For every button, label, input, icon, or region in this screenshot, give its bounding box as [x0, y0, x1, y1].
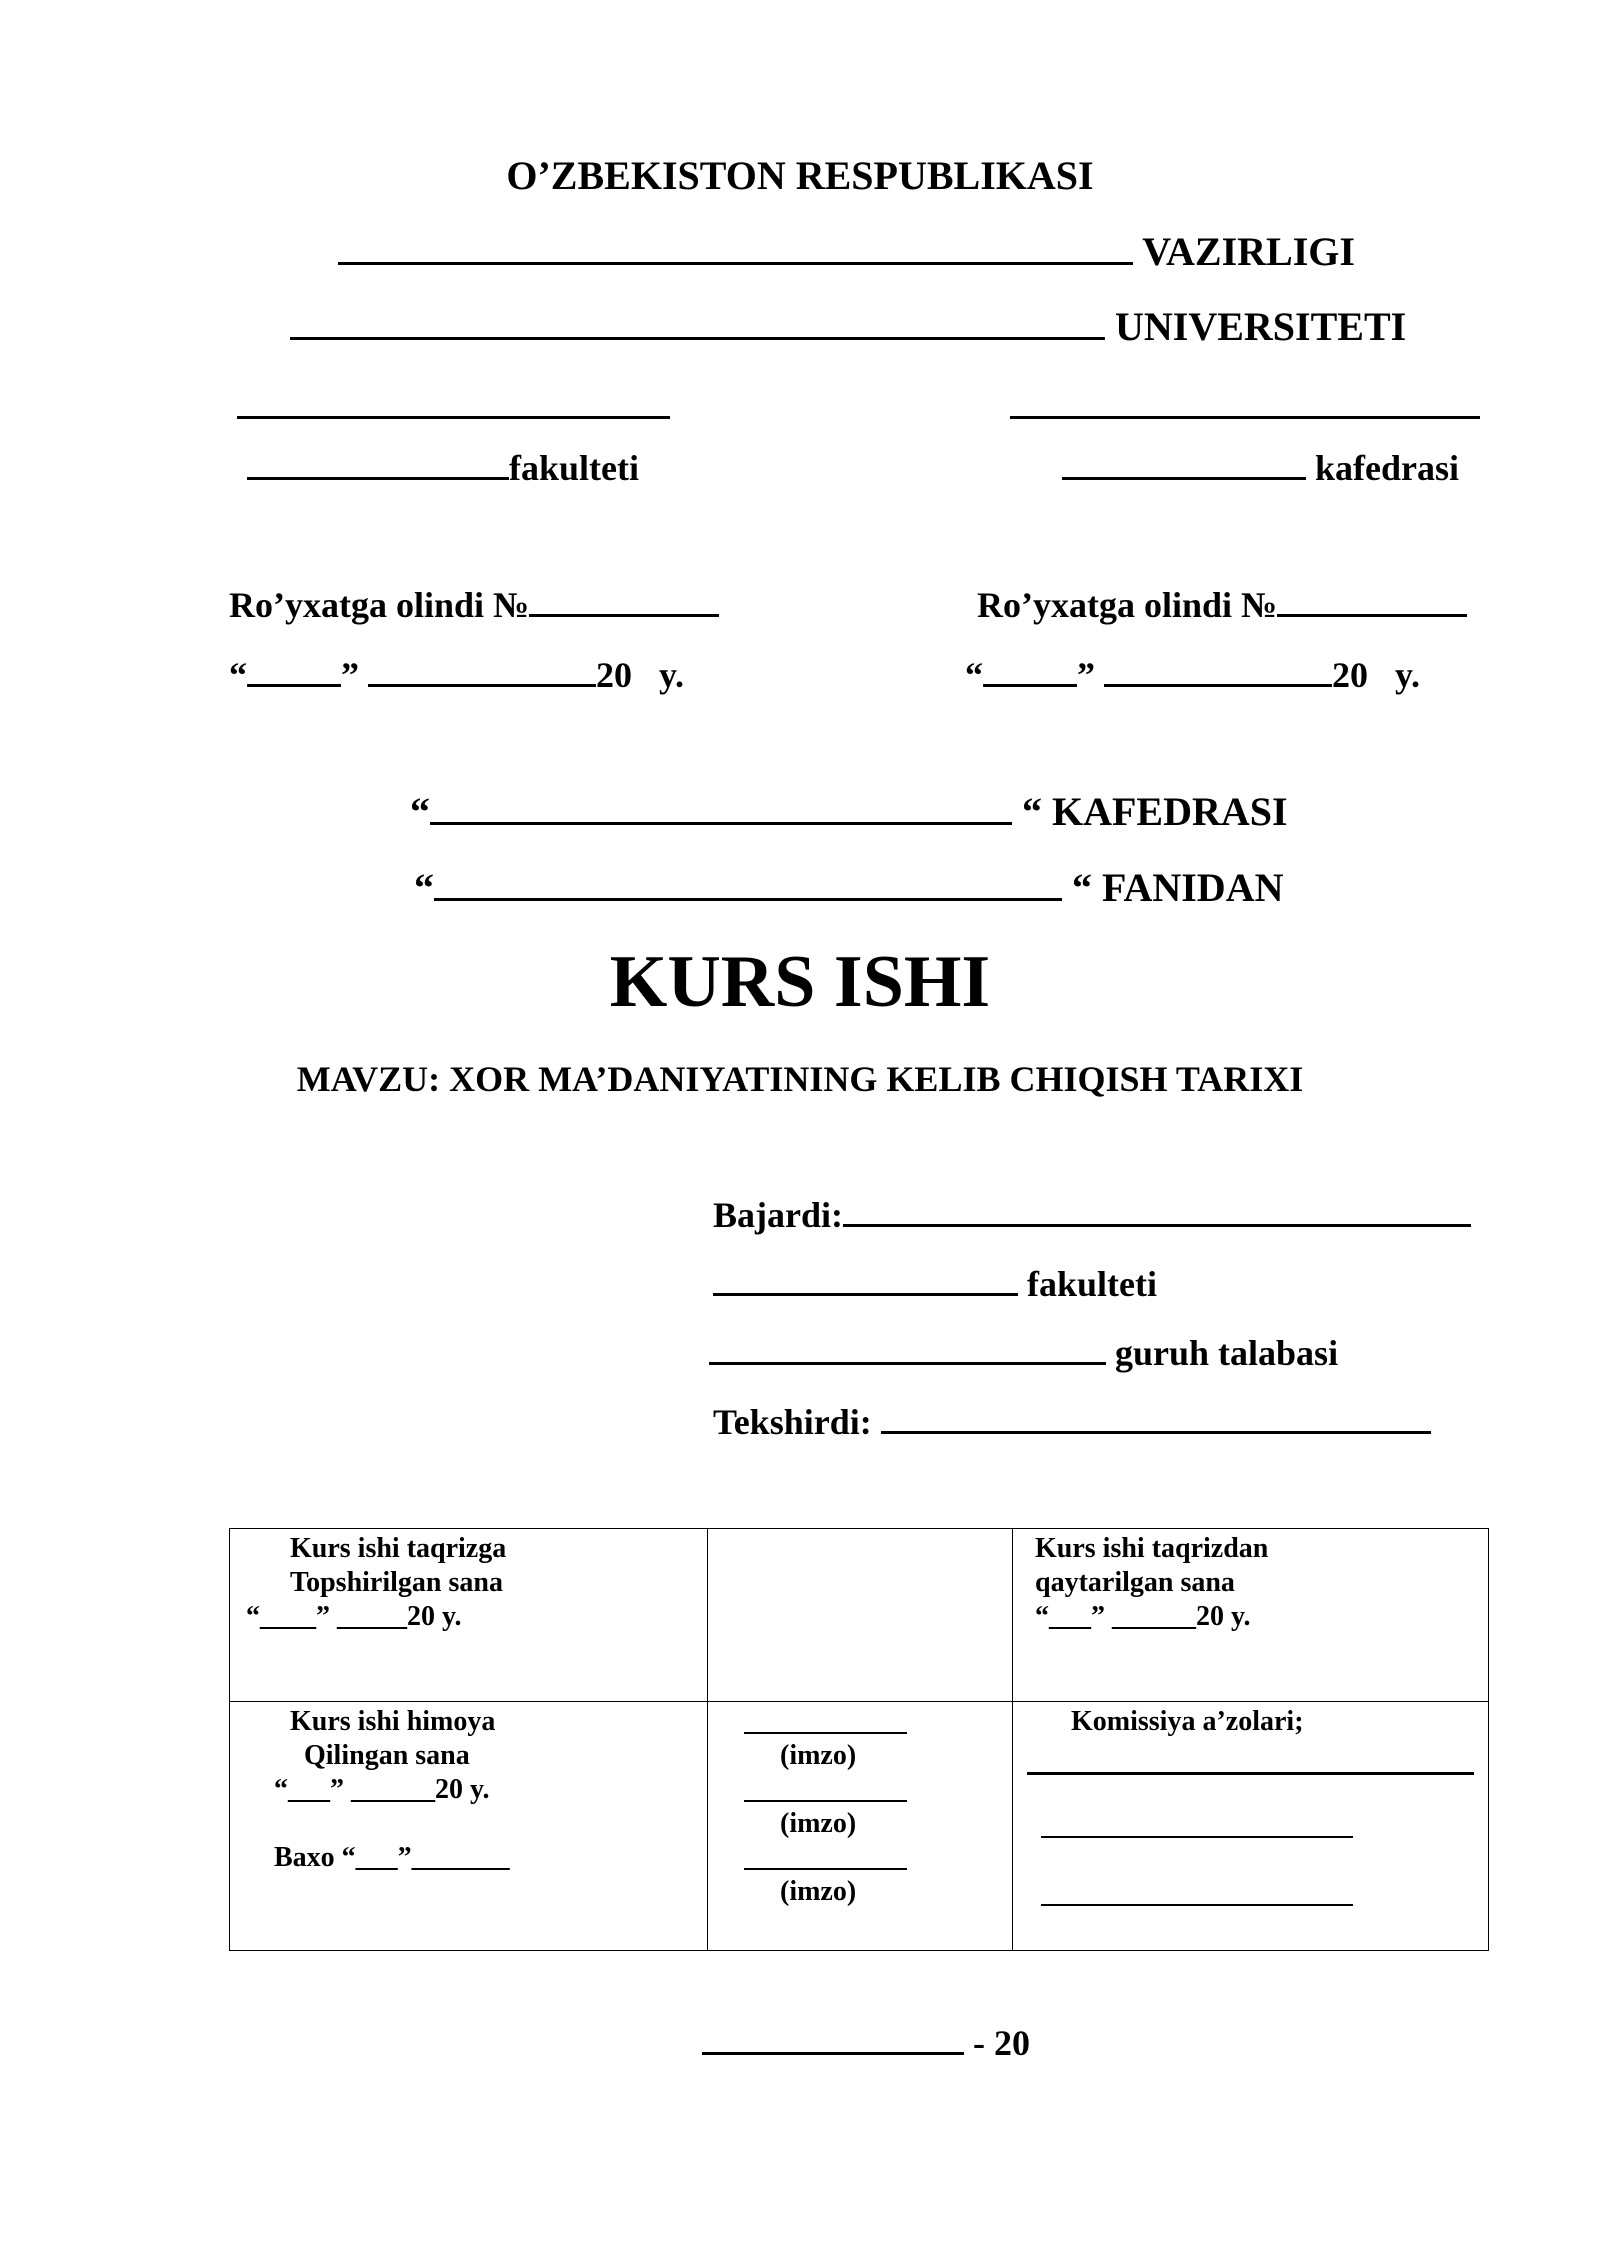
faculty-name-blank[interactable]: [237, 416, 670, 419]
returned-cell: Kurs ishi taqrizdan qaytarilgan sana “___” ______20 y.: [1013, 1529, 1489, 1702]
performed-by-line: [713, 1194, 1471, 1236]
subject-name-blank[interactable]: [434, 897, 1062, 901]
month-blank[interactable]: [1104, 683, 1332, 687]
commission-cell: [1013, 1702, 1489, 1951]
signature-label: (imzo): [780, 1876, 857, 1907]
commission-member-line[interactable]: [1041, 1904, 1353, 1906]
kafedra-name-blank[interactable]: [430, 821, 1012, 825]
performed-by-label: Bajardi:: [713, 1195, 843, 1235]
author-faculty-line: [713, 1263, 1157, 1305]
department-blank[interactable]: [1062, 476, 1306, 480]
commission-member-line[interactable]: [1027, 1772, 1474, 1775]
university-blank[interactable]: [290, 336, 1105, 340]
registration-number-blank[interactable]: [1277, 613, 1467, 617]
faculty-label: fakulteti: [509, 448, 639, 488]
group-label: guruh talabasi: [1115, 1333, 1339, 1373]
registration-left: [229, 584, 719, 626]
grade-field[interactable]: Baxo “___”_______: [274, 1842, 510, 1873]
commission-label: Komissiya a’zolari;: [1071, 1706, 1304, 1737]
ministry-blank[interactable]: [338, 261, 1133, 265]
signature-label: (imzo): [780, 1808, 857, 1839]
university-label: UNIVERSITETI: [1115, 304, 1407, 349]
checker-name-blank[interactable]: [881, 1430, 1431, 1434]
registration-right: [977, 584, 1467, 626]
table-row: [230, 1702, 1489, 1951]
registration-number-blank[interactable]: [529, 613, 719, 617]
review-table: [229, 1528, 1489, 1951]
department-line: [1062, 447, 1459, 489]
document-title: KURS ISHI: [609, 941, 991, 1023]
author-faculty-blank[interactable]: [713, 1292, 1018, 1296]
signatures-cell: [708, 1702, 1013, 1951]
country-heading: O’ZBEKISTON RESPUBLIKASI: [506, 153, 1094, 198]
signature-line[interactable]: [744, 1732, 907, 1734]
day-blank[interactable]: [983, 683, 1077, 687]
author-faculty-label: fakulteti: [1027, 1264, 1157, 1304]
footer-year: - 20: [973, 2023, 1030, 2063]
registration-date-left: “ ” 20 y.: [229, 655, 685, 695]
registration-label: Ro’yxatga olindi №: [229, 585, 530, 625]
commission-member-line[interactable]: [1041, 1836, 1353, 1838]
registration-date-right: “ ” 20 y.: [965, 655, 1421, 695]
university-line: [290, 303, 1406, 350]
fanidan-line: “ “ FANIDAN: [414, 865, 1284, 910]
topic-line: MAVZU: XOR MA’DANIYATINING KELIB CHIQISH TARIXI: [296, 1059, 1304, 1099]
group-blank[interactable]: [709, 1361, 1106, 1365]
ministry-label: VAZIRLIGI: [1142, 229, 1355, 274]
fanidan-label: “ FANIDAN: [1072, 865, 1284, 910]
department-label: kafedrasi: [1315, 448, 1459, 488]
city-blank[interactable]: [702, 2051, 964, 2055]
signature-line[interactable]: [744, 1800, 907, 1802]
signature-label: (imzo): [780, 1740, 857, 1771]
day-blank[interactable]: [247, 683, 341, 687]
footer-year-line: [702, 2022, 1030, 2064]
kafedrasi-line: “ “ KAFEDRASI: [410, 789, 1288, 834]
registration-label: Ro’yxatga olindi №: [977, 585, 1278, 625]
defended-date[interactable]: “___” ______20 y.: [274, 1774, 490, 1805]
student-name-blank[interactable]: [843, 1223, 1471, 1227]
returned-date[interactable]: “___” ______20 y.: [1035, 1601, 1251, 1632]
checked-by-label: Tekshirdi:: [713, 1402, 872, 1442]
empty-cell: [708, 1529, 1013, 1702]
group-line: [709, 1332, 1338, 1374]
faculty-line: [247, 447, 639, 489]
ministry-line: [338, 228, 1355, 275]
checked-by-line: [713, 1401, 1431, 1443]
kafedrasi-label: “ KAFEDRASI: [1022, 789, 1288, 834]
submitted-cell: Kurs ishi taqrizga Topshirilgan sana “____” _____20 y.: [230, 1529, 708, 1702]
submitted-date[interactable]: “____” _____20 y.: [246, 1601, 462, 1632]
defended-cell: Kurs ishi himoya Qilingan sana “___” ______20 y. Baxo “___”_______: [230, 1702, 708, 1951]
month-blank[interactable]: [368, 683, 596, 687]
department-name-blank[interactable]: [1010, 416, 1480, 419]
table-row: [230, 1529, 1489, 1702]
faculty-blank[interactable]: [247, 476, 509, 480]
signature-line[interactable]: [744, 1868, 907, 1870]
